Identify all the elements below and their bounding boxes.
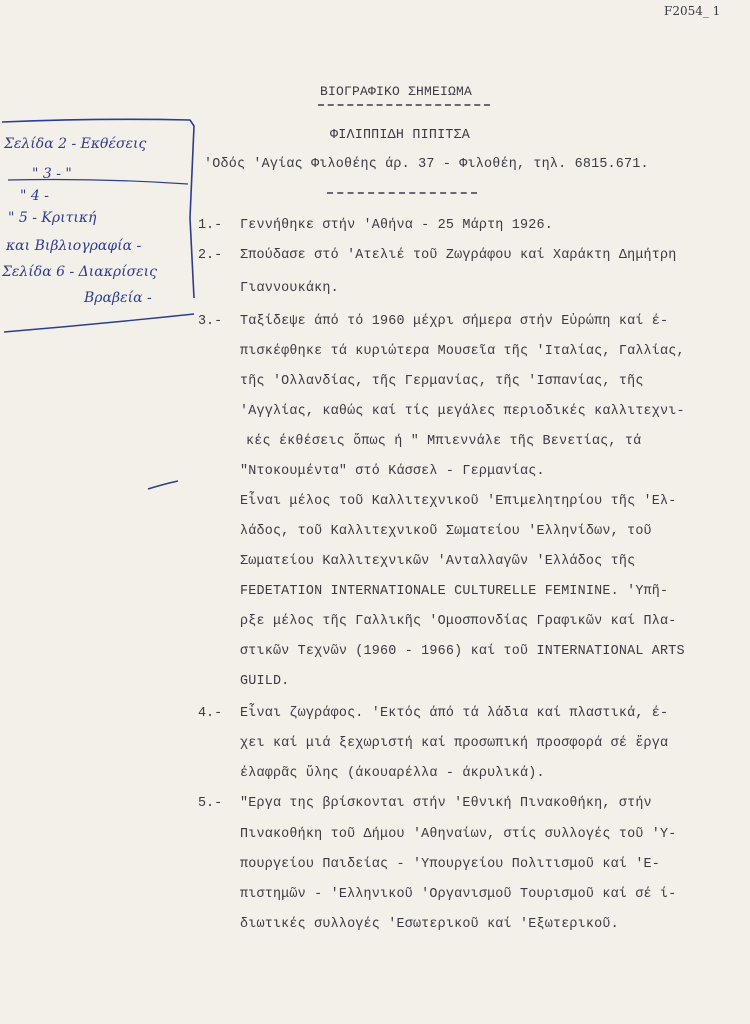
section-number: 2.- (198, 248, 223, 263)
text-line: 'Αγγλίας, καθώς καί τίς μεγάλες περιοδικές καλλιτεχνι- (240, 404, 685, 419)
handwritten-note: Βραβεία - (84, 290, 152, 306)
text-line: χει καί μιά ξεχωριστή καί προσωπική προσφορά σέ ἔργα (240, 736, 669, 751)
text-line: πιστημῶν - 'Ελληνικοῦ 'Οργανισμοῦ Τουρισμοῦ καί σέ ί- (240, 887, 677, 902)
handwritten-note: και Βιβλιογραφία - (6, 238, 142, 254)
address-line: 'Οδός 'Αγίας Φιλοθέης άρ. 37 - Φιλοθέη, τηλ. 6815.671. (204, 157, 649, 172)
text-line: Πινακοθήκη τοῦ Δήμου 'Αθηναίων, στίς συλλογές τοῦ 'Υ- (240, 827, 677, 842)
handwritten-note: Σελίδα 2 - Εκθέσεις (4, 136, 147, 152)
handwritten-note: " 4 - (20, 188, 49, 204)
section-number: 5.- (198, 796, 223, 811)
handwritten-note: " 3 - " (32, 166, 72, 182)
archive-reference: F2054_ 1 (664, 4, 721, 18)
text-line: Σωματείου Καλλιτεχνικῶν 'Ανταλλαγῶν 'Ελλάδος τῆς (240, 554, 636, 569)
text-line: κές έκθέσεις ὅπως ή " Μπιεννάλε τῆς Βενετίας, τά (246, 434, 642, 449)
text-line: "Ντοκουμέντα" στό Κάσσελ - Γερμανίας. (240, 464, 545, 479)
text-line: έλαφρᾶς ὕλης (άκουαρέλλα - άκρυλικά). (240, 766, 545, 781)
section-number: 3.- (198, 314, 223, 329)
handwritten-note: " 5 - Κριτική (8, 210, 97, 226)
header-separator (327, 192, 477, 194)
text-line: πουργείου Παιδείας - 'Υπουργείου Πολιτισμοῦ καί 'Ε- (240, 857, 661, 872)
text-line: Γιαννουκάκη. (240, 281, 339, 296)
section-number: 1.- (198, 218, 223, 233)
document-title: ΒΙΟΓΡΑΦΙΚΟ ΣΗΜΕΙΩΜΑ (320, 84, 473, 99)
text-line: διωτικές συλλογές 'Εσωτερικοῦ καί 'Εξωτερικοῦ. (240, 917, 619, 932)
text-line: Εἶναι ζωγράφος. 'Εκτός άπό τά λάδια καί πλαστικά, έ- (240, 706, 669, 721)
text-line: πισκέφθηκε τά κυριώτερα Μουσεῖα τῆς 'Ιταλίας, Γαλλίας, (240, 344, 685, 359)
handwritten-note: Σελίδα 6 - Διακρίσεις (2, 264, 157, 280)
text-line: στικῶν Τεχνῶν (1960 - 1966) καί τοῦ INTERNATIONAL ARTS (240, 644, 685, 659)
text-line: Σπούδασε στό 'Ατελιέ τοῦ Ζωγράφου καί Χαράκτη Δημήτρη (240, 248, 677, 263)
title-underline (318, 104, 490, 106)
text-line: Γεννήθηκε στήν 'Αθήνα - 25 Μάρτη 1926. (240, 218, 553, 233)
text-line: τῆς 'Ολλανδίας, τῆς Γερμανίας, τῆς 'Ισπανίας, τῆς (240, 374, 644, 389)
text-line: ρξε μέλος τῆς Γαλλικῆς 'Ομοσπονδίας Γραφικῶν καί Πλα- (240, 614, 677, 629)
section-number: 4.- (198, 706, 223, 721)
ink-mark (146, 478, 182, 492)
text-line: GUILD. (240, 674, 290, 689)
text-line: Εἶναι μέλος τοῦ Καλλιτεχνικοῦ 'Επιμελητηρίου τῆς 'Ελ- (240, 494, 677, 509)
subject-name: ΦΙΛΙΠΠΙΔΗ ΠΙΠΙΤΣΑ (330, 128, 471, 143)
text-line: FEDETATION INTERNATIONALE CULTURELLE FEMININE. 'Υπῆ- (240, 584, 669, 599)
text-line: Ταξίδεψε άπό τό 1960 μέχρι σήμερα στήν Εὐρώπη καί έ- (240, 314, 669, 329)
text-line: λάδος, τοῦ Καλλιτεχνικοῦ Σωματείου 'Ελληνίδων, τοῦ (240, 524, 652, 539)
text-line: "Εργα της βρίσκονται στήν 'Εθνική Πινακοθήκη, στήν (240, 796, 652, 811)
